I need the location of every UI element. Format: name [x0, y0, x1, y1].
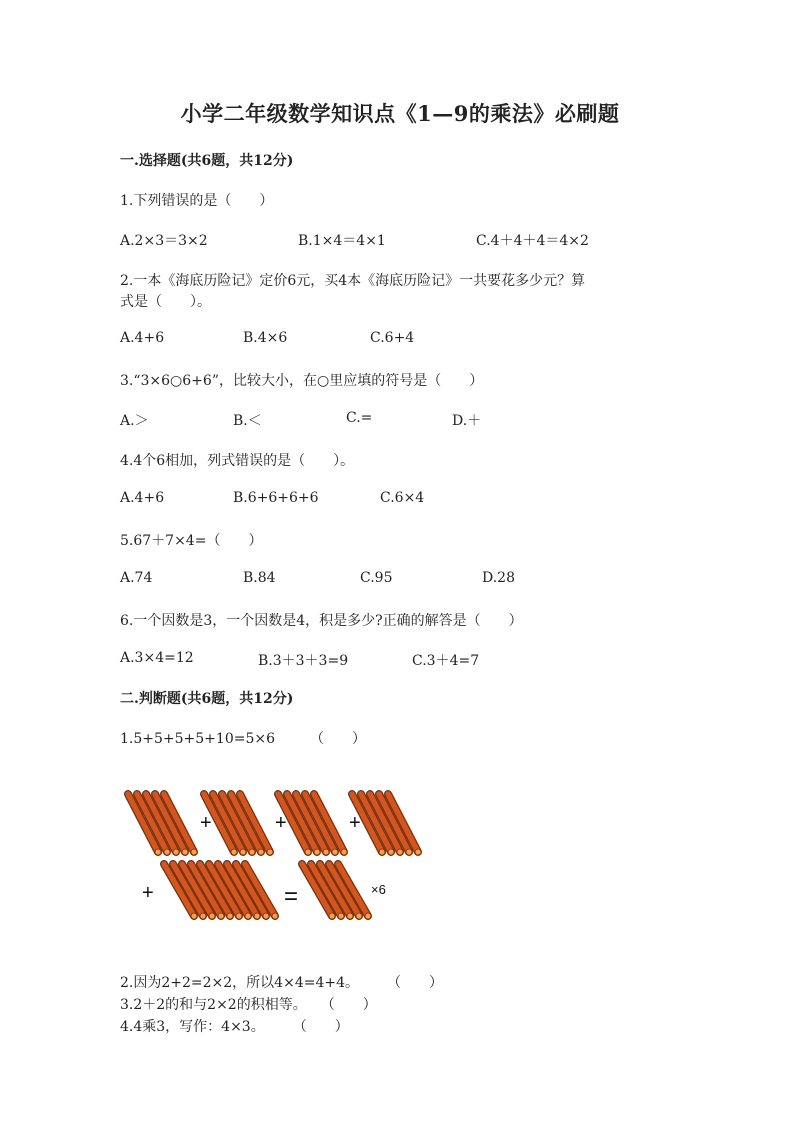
question-6-option-a: A.3×4=12	[120, 650, 194, 666]
stick-end	[314, 849, 320, 855]
stick-end	[191, 913, 197, 919]
question-6-stem: 6.一个因数是3，一个因数是4，积是多少?正确的解答是（ ）	[120, 613, 523, 629]
question-1-option-b: B.1×4＝4×1	[298, 233, 386, 249]
stick-end	[347, 913, 353, 919]
stick-end	[267, 849, 273, 855]
stick-end	[182, 849, 188, 855]
section-heading-choice: 一.选择题(共6题，共12分)	[120, 153, 294, 169]
question-4-option-a: A.4+6	[120, 490, 165, 506]
stick-end	[245, 913, 251, 919]
stick-end	[231, 849, 237, 855]
question-1-option-a: A.2×3＝3×2	[120, 233, 208, 249]
stick-end	[323, 849, 329, 855]
stick-end	[249, 849, 255, 855]
stick-end	[209, 913, 215, 919]
question-2-stem-line2: 式是（ ）。	[120, 294, 211, 310]
question-4-option-b: B.6+6+6+6	[233, 490, 319, 506]
question-6-option-b: B.3＋3＋3=9	[258, 653, 349, 669]
question-5-option-b: B.84	[243, 570, 276, 586]
stick-end	[263, 913, 269, 919]
stick-end	[365, 913, 371, 919]
question-2-option-c: C.6+4	[370, 330, 415, 346]
stick-end	[200, 913, 206, 919]
plus-sign-3: +	[349, 812, 361, 834]
question-2-option-a: A.4+6	[120, 330, 165, 346]
times-six-label: ×6	[371, 882, 386, 897]
question-1-stem: 1.下列错误的是（ ）	[120, 193, 274, 209]
stick-end	[379, 849, 385, 855]
judgement-question-1: 1.5+5+5+5+10=5×6 （ ）	[120, 731, 366, 747]
sticks-figure	[120, 782, 450, 932]
stick-end	[388, 849, 394, 855]
stick-end	[164, 849, 170, 855]
stick-end	[173, 849, 179, 855]
stick-bundle	[352, 794, 421, 855]
question-4-stem: 4.4个6相加，列式错误的是（ ）。	[120, 453, 355, 469]
question-3-option-b: B.＜	[233, 413, 262, 429]
question-3-stem: 3.“3×6○6+6”，比较大小，在○里应填的符号是（ ）	[120, 373, 484, 389]
stick-bundle	[164, 864, 278, 919]
stick-end	[356, 913, 362, 919]
stick-end	[305, 849, 311, 855]
question-4-option-c: C.6×4	[380, 490, 425, 506]
stick-end	[329, 913, 335, 919]
page-title: 小学二年级数学知识点《1—9的乘法》必刷题	[180, 101, 620, 126]
stick-end	[406, 849, 412, 855]
stick-end	[240, 849, 246, 855]
question-3-option-a: A.＞	[120, 413, 149, 429]
stick-end	[397, 849, 403, 855]
question-1-option-c: C.4＋4＋4＝4×2	[476, 233, 589, 249]
plus-sign-2: +	[275, 812, 287, 834]
stick-end	[415, 849, 421, 855]
stick-end	[341, 849, 347, 855]
stick-end	[218, 913, 224, 919]
plus-sign-1: +	[200, 812, 212, 834]
stick-end	[227, 913, 233, 919]
question-6-option-c: C.3＋4=7	[412, 653, 480, 669]
stick-bundle	[204, 794, 273, 855]
judgement-question-3: 3.2＋2的和与2×2的积相等。 （ ）	[120, 997, 377, 1013]
plus-sign-4: +	[142, 882, 154, 904]
stick-end	[236, 913, 242, 919]
stick-end	[254, 913, 260, 919]
question-3-option-d: D.＋	[452, 413, 482, 429]
stick-end	[191, 849, 197, 855]
section-heading-judgement: 二.判断题(共6题，共12分)	[120, 691, 294, 707]
stick-bundle	[128, 794, 197, 855]
stick-end	[272, 913, 278, 919]
judgement-question-2: 2.因为2+2=2×2，所以4×4=4+4。 （ ）	[120, 975, 443, 991]
stick-end	[155, 849, 161, 855]
equals-sign: =	[284, 883, 299, 910]
question-5-option-c: C.95	[360, 570, 393, 586]
question-5-option-d: D.28	[482, 570, 515, 586]
stick-bundle	[302, 864, 371, 919]
stick-end	[338, 913, 344, 919]
stick-bundle	[278, 794, 347, 855]
question-5-stem: 5.67＋7×4=（ ）	[120, 533, 263, 549]
judgement-question-4: 4.4乘3，写作：4×3。 （ ）	[120, 1019, 349, 1035]
question-5-option-a: A.74	[120, 570, 153, 586]
stick-end	[332, 849, 338, 855]
stick-end	[258, 849, 264, 855]
question-2-stem-line1: 2.一本《海底历险记》定价6元，买4本《海底历险记》一共要花多少元？算	[120, 273, 586, 289]
question-2-option-b: B.4×6	[243, 330, 288, 346]
question-3-option-c: C.=	[346, 410, 373, 426]
